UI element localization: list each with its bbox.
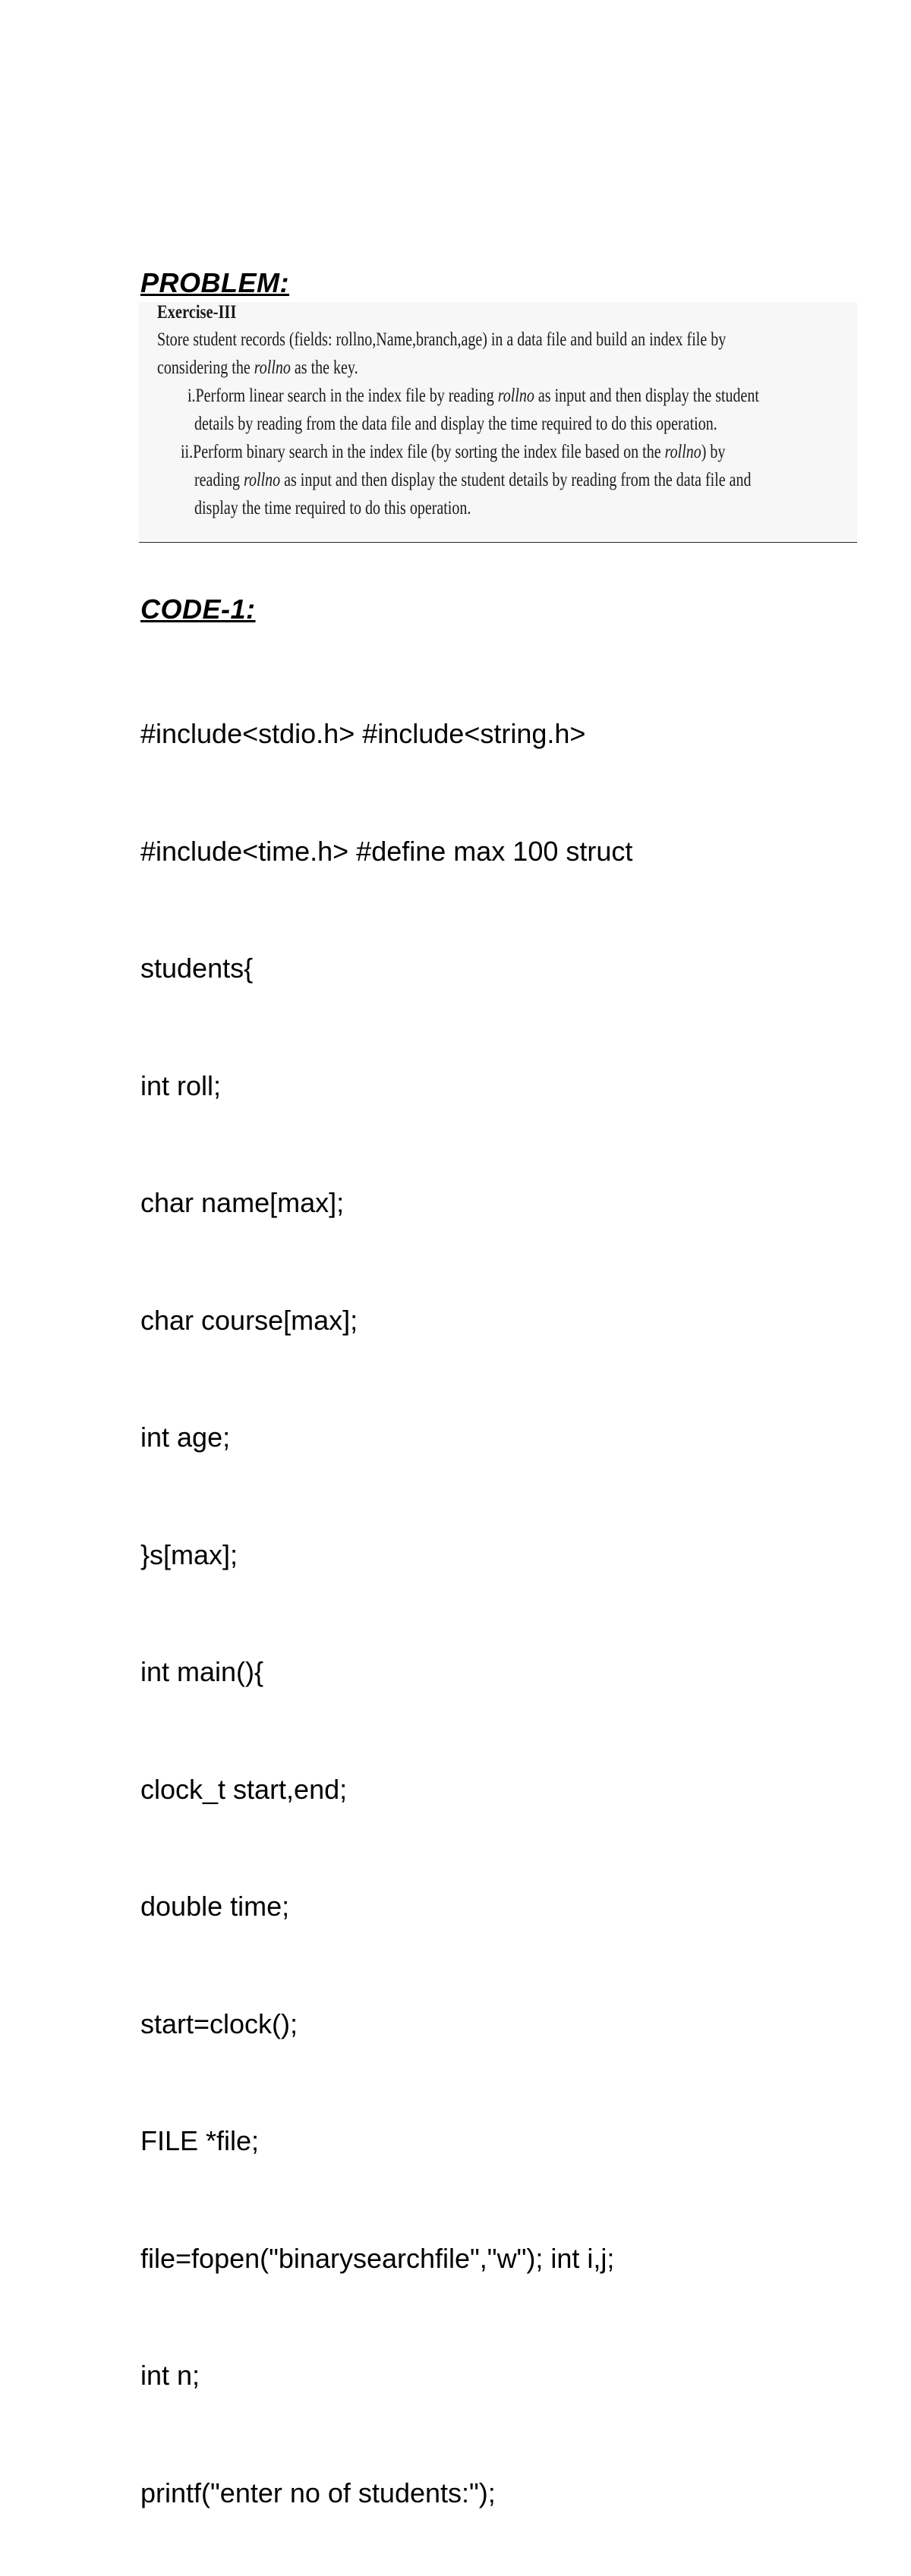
- code-line: start=clock();: [140, 2008, 298, 2039]
- code-line: students{: [140, 953, 254, 984]
- code-line: int roll;: [140, 1069, 222, 1101]
- code-line: }s[max];: [140, 1538, 238, 1570]
- section-divider: [139, 542, 857, 543]
- code-line: double time;: [140, 1891, 290, 1922]
- code-line: int n;: [140, 2360, 200, 2391]
- exercise-line: Store student records (fields: rollno,Name,branch,age) in a data file and build an index file by: [157, 329, 727, 350]
- exercise-image: [139, 302, 857, 540]
- code-line: int main(){: [140, 1656, 264, 1687]
- code-line: FILE *file;: [140, 2125, 260, 2156]
- exercise-line: ii.Perform binary search in the index file (by sorting the index file based on the rollno) by: [181, 442, 726, 462]
- code-line: file=fopen("binarysearchfile","w"); int i,j;: [140, 2242, 615, 2274]
- exercise-line: display the time required to do this operation.: [194, 498, 471, 518]
- code-line: #include<time.h> #define max 100 struct: [140, 835, 633, 867]
- problem-heading: PROBLEM:: [140, 267, 289, 298]
- code-line: int age;: [140, 1422, 231, 1453]
- code-line: clock_t start,end;: [140, 1773, 348, 1805]
- code-line: printf("enter no of students:");: [140, 2477, 496, 2508]
- exercise-line: considering the rollno as the key.: [157, 357, 358, 378]
- code-block: [140, 636, 632, 2576]
- exercise-line: details by reading from the data file and display the time required to do this operation.: [194, 414, 717, 434]
- exercise-line: i.Perform linear search in the index file by reading rollno as input and then display the student: [188, 386, 759, 406]
- code-line: char name[max];: [140, 1187, 345, 1218]
- exercise-title: Exercise-III: [157, 302, 237, 323]
- code-line: char course[max];: [140, 1304, 358, 1336]
- code-line: #include<stdio.h> #include<string.h>: [140, 718, 586, 749]
- code-heading: CODE-1:: [140, 594, 256, 625]
- exercise-line: reading rollno as input and then display the student details by reading from the data file and: [194, 470, 752, 490]
